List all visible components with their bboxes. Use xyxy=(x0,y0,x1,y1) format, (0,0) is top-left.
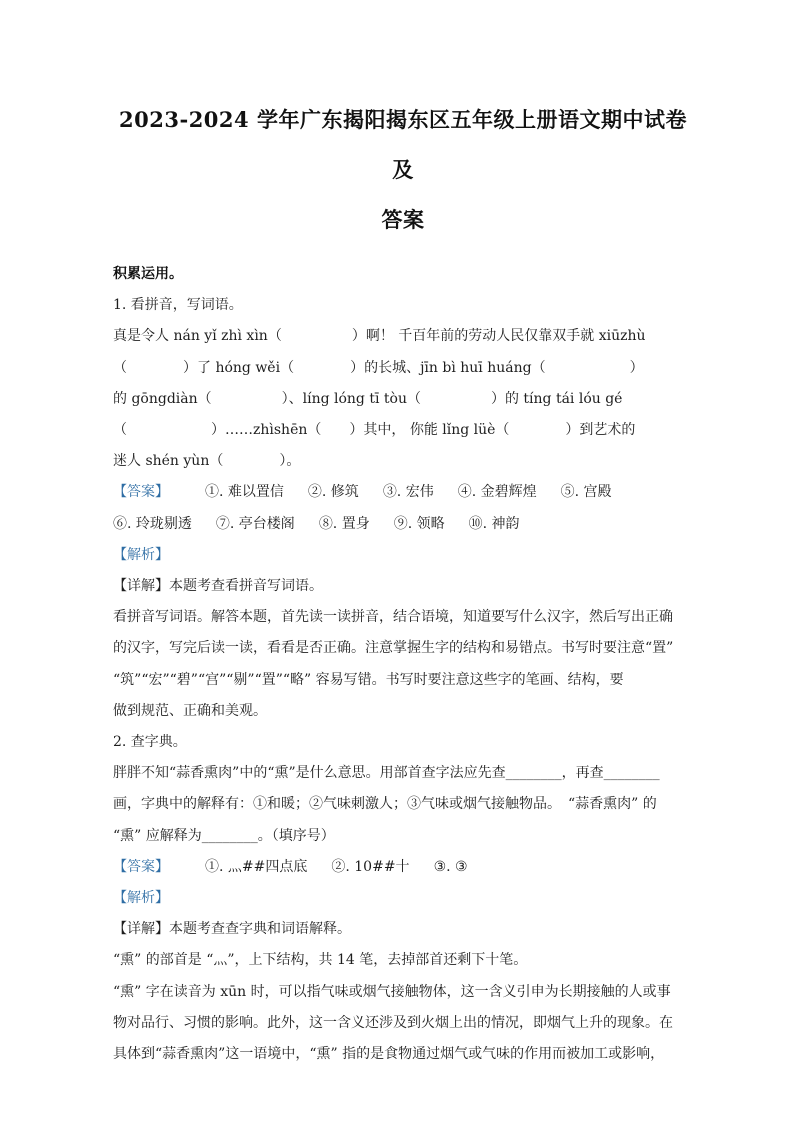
question-2-detail-line: “熏” 字在读音为 xūn 时，可以指气味或烟气接触物体，这一含义引申为长期接触的人或事 xyxy=(113,983,671,1000)
question-2-stem-line: 胖胖不知“蒜香熏肉”中的“熏”是什么意思。用部首查字法应先查________，再查________ xyxy=(113,765,660,782)
question-1-answer-row-2 xyxy=(113,509,693,540)
question-2-detail-line: 物对品行、习惯的影响。此外，这一含义还涉及到火烟上出的情况，即烟气上升的现象。在 xyxy=(113,1014,673,1031)
question-1-detail-line: 做到规范、正确和美观。 xyxy=(113,702,267,719)
question-2-stem-line: 画，字典中的解释有：①和暖；②气味刺激人；③气味或烟气接触物品。 “蒜香熏肉” 的 xyxy=(113,796,657,813)
answer-item: ⑦. 亭台楼阁 xyxy=(215,515,295,532)
question-2-prompt: 2. 查字典。 xyxy=(113,734,187,751)
answer-item: ④. 金碧辉煌 xyxy=(457,484,537,501)
question-1-detail-line: 【详解】本题考查看拼音写词语。 xyxy=(113,578,323,595)
question-2-detail-line: “熏” 的部首是 “灬”，上下结构，共 14 笔，去掉部首还剩下十笔。 xyxy=(113,952,528,969)
answer-item: ⑩. 神韵 xyxy=(468,515,520,532)
answer-item: ②. 修筑 xyxy=(307,484,359,501)
question-1-stem-line: 的 gōngdiàn（ ）、líng lóng tī tòu（ ）的 tíng tái lóu gé xyxy=(113,390,623,407)
question-1-stem-line: （ ）……zhìshēn（ ）其中， 你能 lǐng lüè（ ）到艺术的 xyxy=(113,422,636,439)
answer-item: ①. 灬##四点底 xyxy=(205,858,308,875)
answer-item: ③. ③ xyxy=(433,858,468,875)
document-title-line-2: 答案 xyxy=(381,207,425,232)
answer-item: ⑨. 领略 xyxy=(393,515,445,532)
question-1-prompt: 1. 看拼音，写词语。 xyxy=(113,297,243,314)
answer-label: 【答案】 xyxy=(113,858,169,875)
analysis-label: 【解析】 xyxy=(113,546,169,563)
section-heading: 积累运用。 xyxy=(113,266,183,282)
question-1-stem-line: 迷人 shén yùn（ ）。 xyxy=(113,453,301,470)
answer-item: ③. 宏伟 xyxy=(382,484,434,501)
answer-label: 【答案】 xyxy=(113,484,169,501)
question-1-answer-row-1 xyxy=(113,477,693,508)
document-title xyxy=(113,95,693,245)
analysis-label: 【解析】 xyxy=(113,890,169,907)
question-1-detail-line: “筑”“宏”“碧”“宫”“剔”“置”“略” 容易写错。书写时要注意这些字的笔画、结构，要 xyxy=(113,671,624,688)
question-2-stem-line: “熏” 应解释为________。（填序号） xyxy=(113,827,335,844)
answer-item: ⑧. 置身 xyxy=(318,515,370,532)
answer-item: ②. 10##十 xyxy=(331,858,410,875)
question-1-stem-line: 真是令人 nán yǐ zhì xìn（ ）啊！ 千百年前的劳动人民仅靠双手就 xiūzhù xyxy=(113,328,646,345)
question-2-detail-line: 【详解】本题考查查字典和词语解释。 xyxy=(113,921,351,938)
question-1-detail-line: 的汉字，写完后读一读，看看是否正确。注意掌握生字的结构和易错点。书写时要注意“置” xyxy=(113,640,674,657)
question-2-answer-row xyxy=(113,852,693,883)
document-title-line-1: 2023-2024 学年广东揭阳揭东区五年级上册语文期中试卷及 xyxy=(119,107,687,182)
answer-item: ①. 难以置信 xyxy=(205,484,284,501)
answer-item: ⑤. 宫殿 xyxy=(560,484,612,501)
question-1-stem-line: （ ）了 hóng wěi（ ）的长城、jīn bì huī huáng（ ） xyxy=(113,359,644,376)
answer-item: ⑥. 玲珑剔透 xyxy=(113,515,192,532)
question-1-detail-line: 看拼音写词语。解答本题，首先读一读拼音，结合语境，知道要写什么汉字，然后写出正确 xyxy=(113,609,673,626)
question-2-detail-line: 具体到“蒜香熏肉”这一语境中，“熏” 指的是食物通过烟气或气味的作用而被加工或影响， xyxy=(113,1046,665,1063)
